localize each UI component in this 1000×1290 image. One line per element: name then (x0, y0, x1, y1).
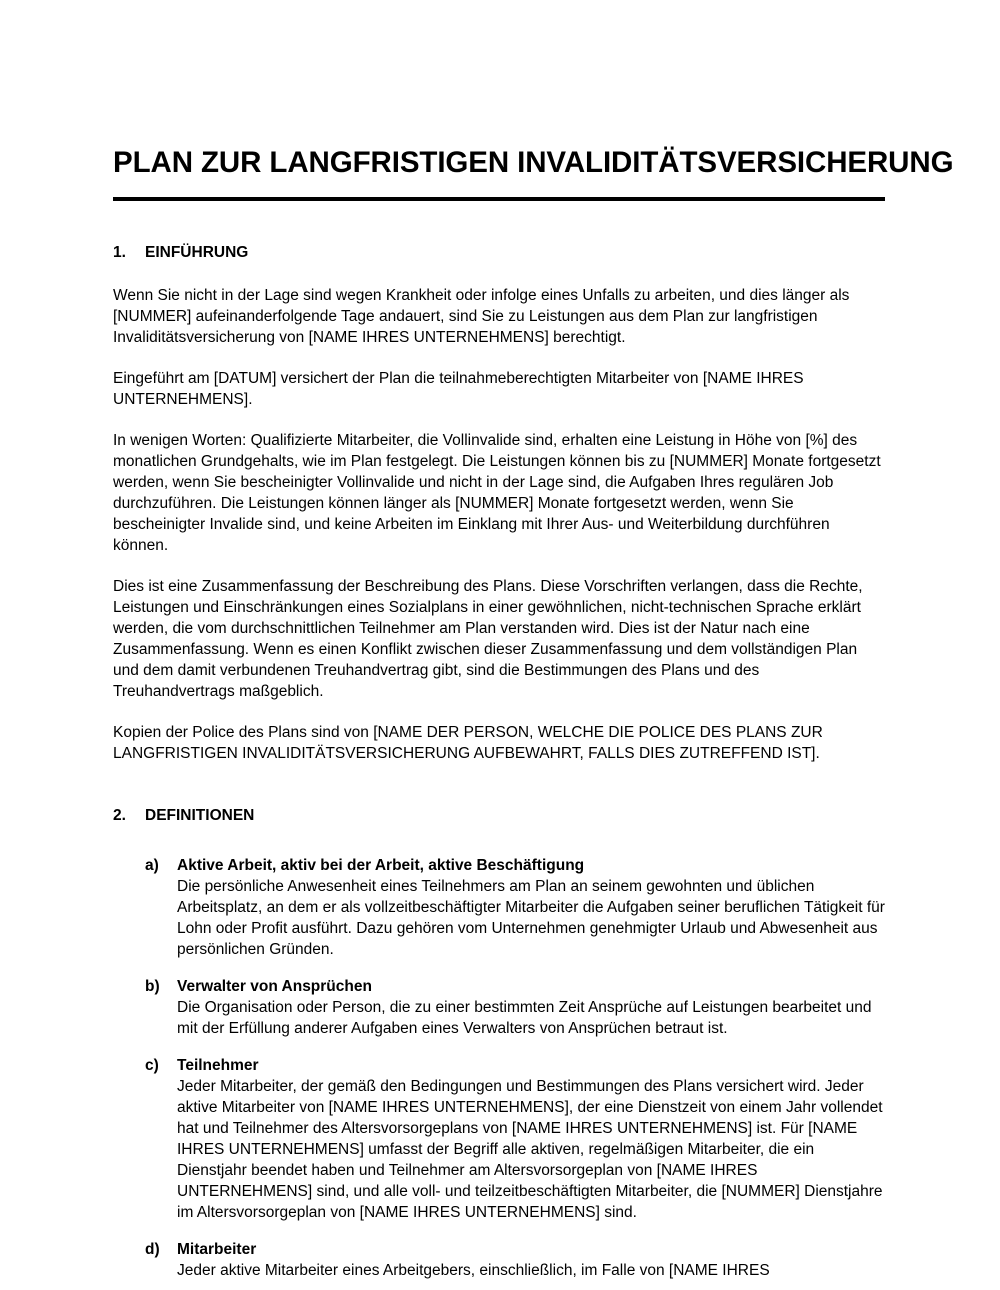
section-definitionen (113, 806, 885, 1281)
page-title: PLAN ZUR LANGFRISTIGEN INVALIDITÄTSVERSICHERUNG (113, 146, 954, 179)
definition-term: Mitarbeiter (177, 1240, 257, 1258)
page-content (113, 0, 954, 1281)
paragraph: Eingeführt am [DATUM] versichert der Plan die teilnahmeberechtigten Mitarbeiter von [NAME IHRES UNTERNEHMENS]. (113, 369, 804, 408)
definition-letter: a) (145, 856, 159, 874)
section-2-heading (113, 806, 885, 827)
spacer (113, 702, 885, 722)
section-1-label: EINFÜHRUNG (145, 243, 249, 261)
definition-text: Jeder Mitarbeiter, der gemäß den Bedingungen und Bestimmungen des Plans versichert wird. Jeder aktive Mitarbeiter von [NAME IHRES UNTERNEHMENS], der eine Dienstzeit von einem Jahr vollendet hat und Teilnehmer des Altersvorsorgeplans von [NAME IHRES UNTERNEHMENS] ist. Für [NAME IHRES UNTERNEHMENS] umfasst der Begriff alle aktiven, regelmäßigen Mitarbeiter, die ein Dienstjahr beendet haben und Teilnehmer am Altersvorsorgeplan von [NAME IHRES UNTERNEHMENS] sind, und alle voll- und teilzeitbeschäftigten Mitarbeiter, die [NUMMER] Dienstjahre im Altersvorsorgeplan von [NAME IHRES UNTERNEHMENS] sind. (177, 1077, 883, 1221)
definition-letter: b) (145, 977, 160, 995)
definition-text: Die persönliche Anwesenheit eines Teilnehmers am Plan an seinem gewohnten und üblichen Arbeitsplatz, an dem er als vollzeitbeschäftigter Mitarbeiter die Aufgaben seiner beruflichen Tätigkeit für Lohn oder Profit ausführt. Dazu gehören vom Unternehmen genehmigter Urlaub und Abwesenheit aus persönlichen Gründen. (177, 877, 885, 958)
section-einfuehrung (113, 243, 885, 764)
spacer (113, 264, 885, 285)
definition-item-d (113, 1239, 885, 1281)
definition-text: Die Organisation oder Person, die zu einer bestimmten Zeit Ansprüche auf Leistungen bearbeitet und mit der Erfüllung anderer Aufgaben eines Verwalters von Ansprüchen betraut ist. (177, 998, 872, 1037)
section-1-number: 1. (113, 243, 126, 261)
definition-item-a (113, 855, 885, 960)
definition-letter: c) (145, 1056, 159, 1074)
definition-item-c (113, 1055, 885, 1223)
section-1-heading (113, 243, 885, 264)
definition-term: Aktive Arbeit, aktiv bei der Arbeit, aktive Beschäftigung (177, 856, 585, 874)
spacer (113, 1039, 885, 1055)
section-2-number: 2. (113, 806, 126, 824)
spacer (113, 410, 885, 430)
definition-text: Jeder aktive Mitarbeiter eines Arbeitgebers, einschließlich, im Falle von [NAME IHRES (177, 1261, 770, 1279)
spacer (113, 827, 885, 855)
spacer (113, 348, 885, 368)
definition-body (177, 1055, 885, 1223)
paragraph: Dies ist eine Zusammenfassung der Beschreibung des Plans. Diese Vorschriften verlangen, dass die Rechte, Leistungen und Einschränkungen eines Sozialplans in einer gewöhnlichen, nicht-technischen Sprache erklärt werden, die vom durchschnittlichen Teilnehmer am Plan verstanden wird. Dies ist der Natur nach eine Zusammenfassung. Wenn es einen Konflikt zwischen dieser Zusammenfassung und dem vollständigen Plan und dem damit verbundenen Treuhandvertrag gibt, sind die Bestimmungen des Plans und des Treuhandvertrags maßgeblich. (113, 577, 863, 700)
section-2-label: DEFINITIONEN (145, 806, 255, 824)
paragraph: Wenn Sie nicht in der Lage sind wegen Krankheit oder infolge eines Unfalls zu arbeiten, und dies länger als [NUMMER] aufeinanderfolgende Tage andauert, sind Sie zu Leistungen aus dem Plan zur langfristigen Invaliditätsversicherung von [NAME IHRES UNTERNEHMENS] berechtigt. (113, 286, 850, 346)
spacer (113, 764, 885, 806)
definition-term: Verwalter von Ansprüchen (177, 977, 372, 995)
definition-letter: d) (145, 1240, 160, 1258)
paragraph: In wenigen Worten: Qualifizierte Mitarbeiter, die Vollinvalide sind, erhalten eine Leistung in Höhe von [%] des monatlichen Grundgehalts, wie im Plan festgelegt. Die Leistungen können bis zu [NUMMER] Monate fortgesetzt werden, wenn Sie bescheinigter Vollinvalide und nicht in der Lage sind, die Aufgaben Ihres regulären Job durchzuführen. Die Leistungen können länger als [NUMMER] Monate fortgesetzt werden, wenn Sie bescheinigter Invalide sind, und keine Arbeiten im Einklang mit Ihrer Aus- und Weiterbildung durchführen können. (113, 431, 881, 554)
definitions-list (113, 855, 885, 1281)
spacer (113, 201, 885, 243)
definition-item-b (113, 976, 885, 1039)
definition-term: Teilnehmer (177, 1056, 259, 1074)
paragraph: Kopien der Police des Plans sind von [NAME DER PERSON, WELCHE DIE POLICE DES PLANS ZUR LANGFRISTIGEN INVALIDITÄTSVERSICHERUNG AUFBEWAHRT, FALLS DIES ZUTREFFEND IST]. (113, 723, 823, 762)
definition-body (177, 855, 885, 960)
spacer (113, 556, 885, 576)
spacer (113, 960, 885, 976)
spacer (113, 1223, 885, 1239)
definition-body (177, 1239, 885, 1281)
definition-body (177, 976, 885, 1039)
